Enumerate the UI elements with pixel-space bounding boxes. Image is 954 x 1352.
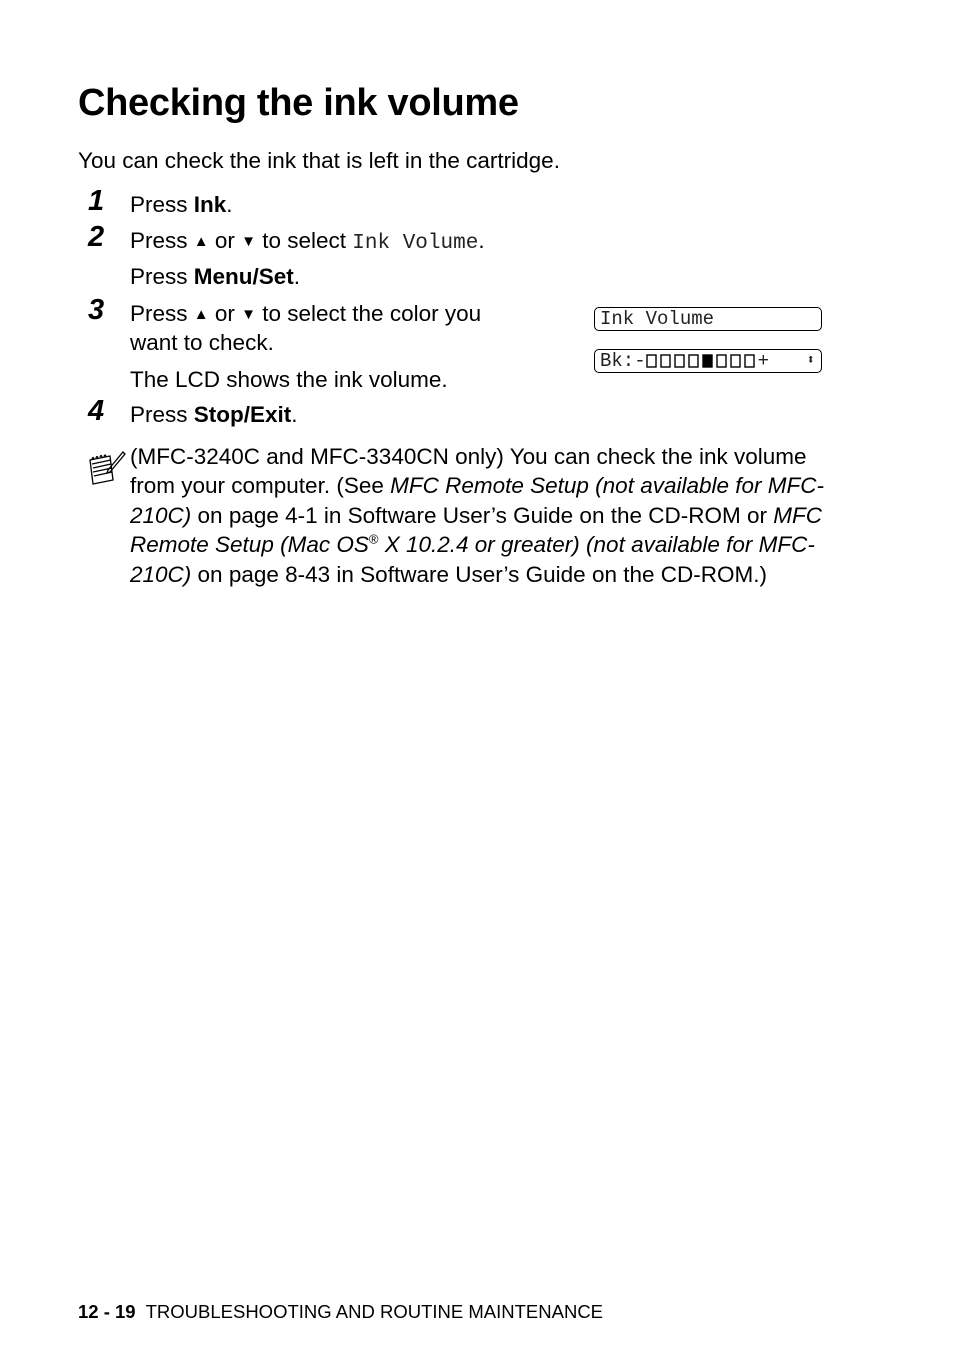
note-link-mfc-remote-setup: MFC Remote Setup (not available for MFC-210C) (130, 473, 825, 528)
note-pad-pencil-icon (86, 448, 126, 488)
gauge-cell (717, 355, 726, 367)
step-4-pre: Press (130, 402, 194, 427)
step-3-pre: Press (130, 301, 194, 326)
step-3-line-2: want to check. (130, 330, 274, 355)
lcd-menu-ink-volume: Ink Volume (352, 232, 479, 255)
note-link-mac-part-1: MFC Remote Setup (Mac OS (130, 502, 822, 558)
page-number: 12 - 19 (78, 1301, 136, 1322)
registered-mark: ® (368, 531, 379, 547)
step-4-text (130, 400, 298, 430)
step-4-post: . (291, 402, 298, 427)
step-1-text (130, 190, 233, 220)
gauge-cell (647, 355, 656, 367)
intro-text: You can check the ink that is left in the cartridge. (78, 148, 560, 173)
step-1-pre: Press (130, 192, 194, 217)
note-part-1: (MFC-3240C and MFC-3340CN only) You can check the ink volume from your computer. (See (130, 444, 807, 499)
step-3-line-1 (130, 299, 481, 332)
page-title: Checking the ink volume (78, 82, 519, 124)
gauge-cell (689, 355, 698, 367)
lcd-display-line-2 (594, 349, 822, 373)
lcd-display-line-1: Ink Volume (594, 307, 822, 331)
step-1-post: . (226, 192, 233, 217)
step-2-post: . (478, 228, 485, 253)
down-arrow-icon: ▼ (241, 306, 256, 323)
page-footer (78, 1300, 603, 1324)
note-link-mac-part-2: X 10.2.4 or greater) (not available for MFC-210C) (130, 532, 815, 587)
section-title: TROUBLESHOOTING AND ROUTINE MAINTENANCE (145, 1301, 604, 1322)
step-3-line-3: The LCD shows the ink volume. (130, 367, 448, 392)
step-number-4: 4 (88, 395, 105, 427)
step-2-mid: to select (256, 228, 353, 253)
step-number-2: 2 (88, 221, 105, 253)
up-arrow-icon: ▲ (193, 233, 209, 250)
step-3-or: or (208, 301, 242, 326)
step-2-pre: Press (130, 228, 194, 253)
gauge-indicator (703, 355, 712, 367)
step-number-1: 1 (88, 185, 105, 217)
step-number-3: 3 (88, 294, 105, 326)
lcd-color-label: Bk:- (600, 350, 646, 372)
lcd-plus-sign: + (757, 350, 770, 372)
menu-set-key-label: Menu/Set (193, 264, 294, 289)
gauge-cell (745, 355, 754, 367)
gauge-cell (675, 355, 684, 367)
note-part-2: on page 4-1 in Software User’s Guide on the CD-ROM or (191, 502, 774, 528)
stop-exit-key-label: Stop/Exit (193, 402, 292, 427)
step-2-line-2 (130, 262, 300, 292)
step-2b-post: . (293, 264, 301, 289)
step-2-line-1 (130, 226, 485, 259)
gauge-cell (731, 355, 740, 367)
step-3-mid: to select the color you (256, 301, 482, 326)
up-down-arrow-icon: ⬍ (806, 353, 815, 369)
ink-level-gauge (646, 354, 758, 368)
note-part-3: on page 8-43 in Software User’s Guide on the CD-ROM.) (191, 561, 767, 587)
ink-key-label: Ink (193, 192, 227, 217)
gauge-cell (661, 355, 670, 367)
note-text (130, 442, 830, 589)
down-arrow-icon: ▼ (241, 233, 256, 250)
step-2-or: or (208, 228, 242, 253)
step-2b-pre: Press (130, 264, 194, 289)
up-arrow-icon: ▲ (193, 306, 209, 323)
